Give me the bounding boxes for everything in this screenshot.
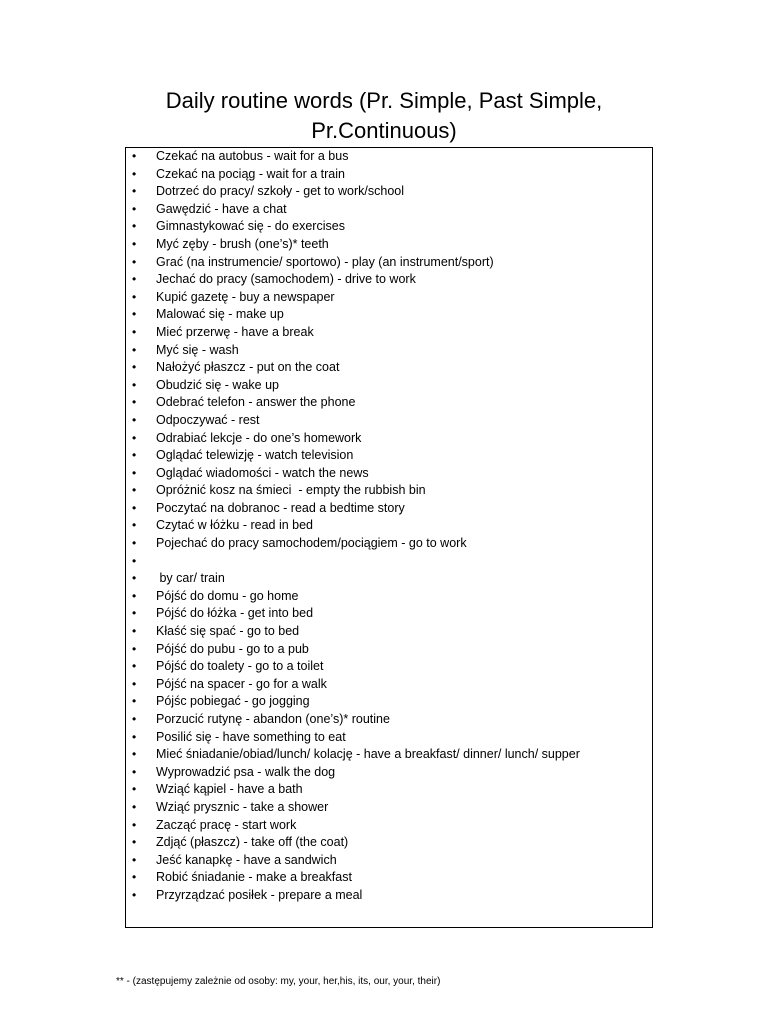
bullet-icon: • [132, 852, 137, 867]
list-item-text: Gimnastykować się - do exercises [156, 219, 345, 234]
list-item-text: Pójść do łóżka - get into bed [156, 606, 314, 621]
title-line-2: Pr.Continuous) [311, 118, 457, 143]
bullet-icon: • [132, 448, 137, 463]
bullet-icon: • [132, 676, 137, 691]
list-item-text: Pójść do pubu - go to a pub [156, 641, 309, 656]
list-item [126, 781, 652, 799]
list-item [126, 570, 652, 588]
list-item [126, 588, 652, 606]
list-item-text: Wyprowadzić psa - walk the dog [156, 764, 336, 779]
bullet-icon: • [132, 764, 137, 779]
list-item-text: Robić śniadanie - make a breakfast [156, 870, 352, 885]
bullet-icon: • [132, 588, 137, 603]
bullet-icon: • [132, 817, 137, 832]
list-item-text: Pójśc pobiegać - go jogging [156, 694, 310, 709]
list-item-text: Mieć przerwę - have a break [156, 324, 314, 339]
list-item [126, 324, 652, 342]
list-item-text: Dotrzeć do pracy/ szkoły - get to work/school [156, 184, 405, 199]
bullet-icon: • [132, 500, 137, 515]
list-item [126, 553, 652, 571]
list-item-text: Czekać na pociąg - wait for a train [156, 166, 345, 181]
list-item-text: Odebrać telefon - answer the phone [156, 395, 356, 410]
list-item-text: Wziąć kąpiel - have a bath [156, 782, 303, 797]
list-item-text: Czekać na autobus - wait for a bus [156, 149, 349, 163]
bullet-icon: • [132, 412, 137, 427]
list-item [126, 271, 652, 289]
list-item [126, 834, 652, 852]
list-item-text: Kłaść się spać - go to bed [156, 624, 300, 639]
bullet-icon: • [132, 289, 137, 304]
bullet-icon: • [132, 729, 137, 744]
list-item-text: Myć się - wash [156, 342, 239, 357]
title-line-1: Daily routine words (Pr. Simple, Past Simple, [165, 88, 603, 113]
list-item-text: Posilić się - have something to eat [156, 729, 346, 744]
bullet-icon: • [132, 887, 137, 902]
bullet-icon: • [132, 870, 137, 885]
list-item-text: Porzucić rutynę - abandon (one’s)* routine [156, 712, 390, 726]
list-item [126, 729, 652, 747]
bullet-icon: • [132, 518, 137, 533]
bullet-icon: • [132, 219, 137, 234]
list-item [126, 377, 652, 395]
list-item [126, 430, 652, 448]
list-item [126, 746, 652, 764]
list-item [126, 711, 652, 729]
list-item [126, 412, 652, 430]
list-item-text: Gawędzić - have a chat [156, 201, 287, 216]
bullet-icon: • [132, 166, 137, 181]
bullet-icon: • [132, 430, 137, 445]
bullet-icon: • [132, 571, 137, 586]
list-item-text: Kupić gazetę - buy a newspaper [156, 289, 335, 304]
bullet-icon: • [132, 712, 137, 726]
word-list-box [125, 147, 653, 928]
bullet-icon: • [132, 465, 137, 480]
bullet-icon: • [132, 342, 137, 357]
list-item [126, 605, 652, 623]
word-list [126, 148, 652, 905]
list-item-text: Przyrządzać posiłek - prepare a meal [156, 887, 363, 902]
bullet-icon: • [132, 659, 137, 674]
bullet-icon: • [132, 641, 137, 656]
list-item [126, 342, 652, 360]
list-item-text: Pójść na spacer - go for a walk [156, 676, 327, 691]
list-item [126, 306, 652, 324]
bullet-icon: • [132, 236, 137, 251]
bullet-icon: • [132, 624, 137, 639]
list-item [126, 535, 652, 553]
list-item [126, 359, 652, 377]
list-item-text: Pójść do domu - go home [156, 588, 299, 603]
list-item [126, 482, 652, 500]
page-title [0, 86, 768, 146]
bullet-icon: • [132, 272, 137, 287]
list-item [126, 869, 652, 887]
list-item-text: by car/ train [156, 571, 225, 586]
list-item [126, 183, 652, 201]
footnote: ** - (zastępujemy zależnie od osoby: my, your, her,his, its, our, your, their) [116, 976, 441, 987]
list-item-text: Oglądać telewizję - watch television [156, 448, 354, 463]
bullet-icon: • [132, 747, 137, 762]
bullet-icon: • [132, 395, 137, 410]
list-item [126, 623, 652, 641]
bullet-icon: • [132, 799, 137, 814]
list-item [126, 641, 652, 659]
list-item [126, 887, 652, 905]
bullet-icon: • [132, 184, 137, 199]
list-item-text: Zdjąć (płaszcz) - take off (the coat) [156, 835, 349, 850]
list-item-text: Jechać do pracy (samochodem) - drive to work [156, 272, 416, 287]
list-item [126, 764, 652, 782]
list-item-text: Grać (na instrumencie/ sportowo) - play (an instrument/sport) [156, 254, 494, 269]
list-item-text: Odpoczywać - rest [156, 412, 260, 427]
bullet-icon: • [132, 694, 137, 709]
list-item-text: Pójść do toalety - go to a toilet [156, 659, 324, 674]
list-item-text: Myć zęby - brush (one’s)* teeth [156, 236, 329, 251]
list-item [126, 676, 652, 694]
bullet-icon: • [132, 377, 137, 392]
list-item-text: Poczytać na dobranoc - read a bedtime story [156, 500, 405, 515]
list-item [126, 500, 652, 518]
list-item-text: Nałożyć płaszcz - put on the coat [156, 360, 340, 375]
list-item-text: Jeść kanapkę - have a sandwich [156, 852, 337, 867]
list-item [126, 201, 652, 219]
list-item-text: Wziąć prysznic - take a shower [156, 799, 329, 814]
bullet-icon: • [132, 606, 137, 621]
bullet-icon: • [132, 483, 137, 498]
list-item [126, 236, 652, 254]
list-item-text: Oglądać wiadomości - watch the news [156, 465, 369, 480]
bullet-icon: • [132, 201, 137, 216]
list-item-text: Zacząć pracę - start work [156, 817, 297, 832]
list-item [126, 658, 652, 676]
bullet-icon: • [132, 324, 137, 339]
bullet-icon: • [132, 307, 137, 322]
bullet-icon: • [132, 782, 137, 797]
list-item [126, 394, 652, 412]
list-item [126, 447, 652, 465]
list-item-text: Czytać w łóżku - read in bed [156, 518, 314, 533]
list-item-text: Malować się - make up [156, 307, 284, 322]
list-item [126, 148, 652, 166]
bullet-icon: • [132, 149, 137, 163]
list-item [126, 465, 652, 483]
bullet-icon: • [132, 553, 137, 568]
bullet-icon: • [132, 254, 137, 269]
bullet-icon: • [132, 360, 137, 375]
list-item [126, 852, 652, 870]
list-item [126, 799, 652, 817]
list-item [126, 166, 652, 184]
bullet-icon: • [132, 536, 137, 551]
list-item-text: Pojechać do pracy samochodem/pociągiem - go to work [156, 536, 467, 551]
list-item-text: Mieć śniadanie/obiad/lunch/ kolację - have a breakfast/ dinner/ lunch/ supper [156, 747, 580, 762]
list-item [126, 693, 652, 711]
list-item [126, 817, 652, 835]
list-item-text: Obudzić się - wake up [156, 377, 279, 392]
list-item-text: Opróżnić kosz na śmieci - empty the rubbish bin [156, 483, 426, 498]
bullet-icon: • [132, 835, 137, 850]
list-item [126, 218, 652, 236]
list-item [126, 289, 652, 307]
list-item [126, 517, 652, 535]
list-item-text: Odrabiać lekcje - do one’s homework [156, 430, 362, 445]
list-item [126, 254, 652, 272]
